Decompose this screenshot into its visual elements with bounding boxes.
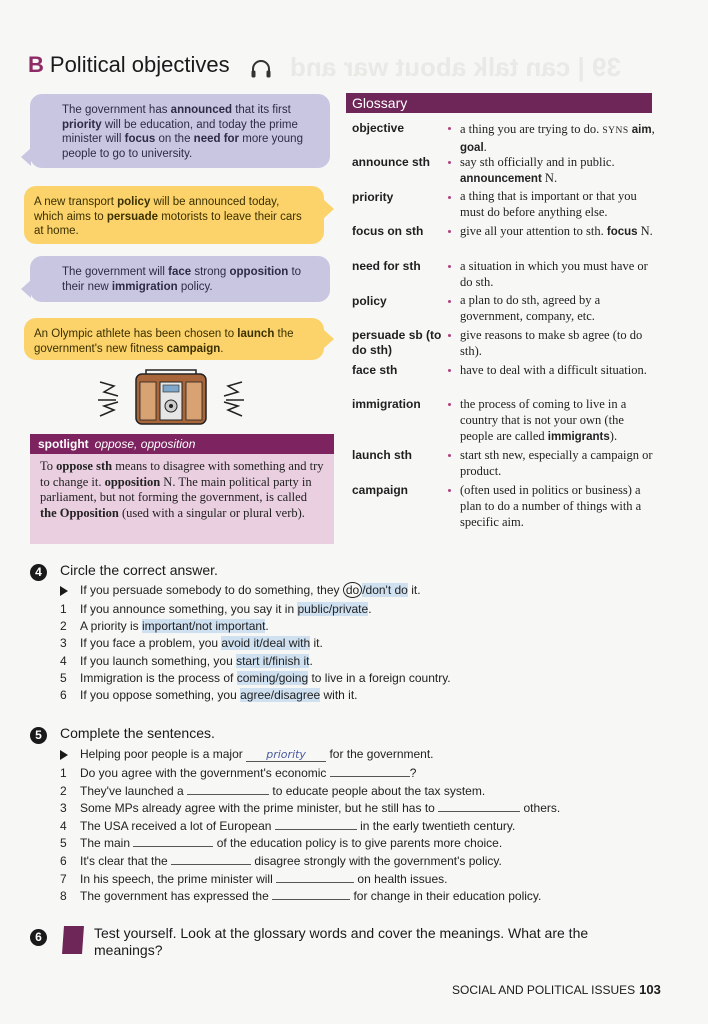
section-letter: B — [28, 52, 44, 77]
example-blank — [246, 747, 326, 762]
item-number: 7 — [60, 871, 67, 886]
text-run: give all your attention to sth. — [460, 224, 607, 238]
item-number: 1 — [60, 602, 67, 616]
section-title — [28, 52, 230, 78]
item-text: disagree strongly with the government's policy. — [251, 854, 502, 868]
item-text: . — [368, 602, 372, 616]
glossary-term: priority — [352, 190, 394, 204]
item-number: 4 — [60, 818, 67, 833]
spotlight-text — [30, 454, 334, 526]
bullet-dot — [448, 265, 451, 268]
exercise-4-item — [60, 619, 269, 633]
glossary-definition — [460, 188, 656, 220]
exercise-4-example — [60, 583, 421, 597]
item-text: in the early twentieth century. — [356, 818, 516, 833]
exercise-4-item — [60, 636, 323, 650]
glossary-definition — [460, 447, 656, 479]
exercise-4-item — [60, 602, 372, 616]
exercise-6-text: Test yourself. Look at the glossary words and cover the meanings. What are the meanings? — [94, 925, 589, 958]
text-run: N. — [637, 224, 653, 238]
bold-term: need for — [193, 133, 240, 145]
text-run: give reasons to make sb agree (to do sth). — [460, 328, 643, 358]
example-text: If you persuade somebody to do something, they — [80, 583, 343, 597]
item-number: 3 — [60, 636, 67, 651]
bold-term: face — [168, 266, 192, 278]
bullet-dot — [448, 454, 451, 457]
bold-term: immigrants — [547, 431, 610, 443]
bold-term: announcement — [460, 173, 542, 185]
exercise-5-item — [60, 819, 515, 833]
glossary-definition — [460, 121, 656, 156]
text-run: strong — [191, 266, 230, 278]
bold-term: focus — [124, 133, 156, 145]
bullet-dot — [448, 403, 451, 406]
answer-blank[interactable] — [133, 836, 213, 847]
bold-term: priority — [62, 118, 102, 131]
item-text: to educate people about the tax system. — [269, 783, 486, 798]
glossary-definition — [460, 482, 656, 530]
spotlight-header — [30, 434, 334, 454]
bold-term: opposition — [229, 266, 289, 278]
bubble-tail — [21, 148, 31, 166]
bubble-tail — [324, 330, 334, 348]
glossary-header: Glossary — [346, 93, 652, 113]
bold-term: persuade — [106, 210, 158, 223]
glossary-definition — [460, 396, 656, 445]
exercise-5-item — [60, 889, 541, 903]
spotlight-box — [30, 434, 334, 544]
glossary-definition — [460, 362, 656, 378]
exercise-5-item — [60, 801, 560, 815]
item-text: Some MPs already agree with the prime minister, but he still has to — [80, 801, 439, 816]
exercise-4-title: Circle the correct answer. — [60, 562, 218, 578]
headphones-icon[interactable] — [250, 58, 272, 80]
answer-options[interactable]: public/private — [297, 602, 369, 616]
exercise-5-item — [60, 872, 447, 886]
item-text: The main — [80, 836, 134, 851]
bubble-tail — [21, 280, 31, 298]
exercise-6-number: 6 — [30, 929, 47, 946]
exercise-4-item — [60, 654, 313, 668]
glossary-definition — [460, 154, 656, 187]
text-run: (often used in politics or business) a plan to do a number of things with a specific aim. — [460, 483, 642, 529]
item-number: 3 — [60, 801, 67, 816]
item-text: others. — [520, 801, 561, 816]
item-text: If you launch something, you — [80, 653, 237, 668]
text-run: An Olympic athlete has been chosen to — [34, 328, 238, 340]
item-text: with it. — [320, 688, 358, 702]
notebook-icon — [62, 926, 84, 954]
exercise-5-item — [60, 766, 416, 780]
text-run: means to disagree with something and try to change it. — [40, 459, 324, 489]
exercise-5-item — [60, 784, 485, 798]
text-run: that its first — [232, 104, 291, 116]
text-run: The government has — [62, 104, 171, 116]
item-text: If you announce something, you say it in — [80, 602, 298, 616]
item-text: If you oppose something, you — [80, 688, 241, 702]
text-run: to their new — [62, 266, 302, 293]
spotlight-label: spotlight — [38, 437, 89, 451]
item-number: 2 — [60, 619, 67, 634]
example-arrow-icon — [60, 586, 68, 596]
answer-blank[interactable] — [272, 889, 350, 900]
exercise-5-item — [60, 854, 502, 868]
text-run: a thing that is important or that you must do before anything else. — [460, 189, 637, 219]
answer-options[interactable]: important/not important — [142, 619, 266, 634]
text-run: have to deal with a difficult situation. — [460, 363, 647, 377]
answer-options[interactable]: coming/going — [236, 670, 309, 685]
answer-options[interactable]: start it/finish it — [236, 653, 310, 668]
spotlight-topic: oppose, opposition — [94, 437, 196, 451]
exercise-5-title: Complete the sentences. — [60, 725, 215, 741]
item-text: for change in their education policy. — [350, 889, 542, 904]
handwritten-answer: priority — [266, 748, 306, 761]
example-arrow-icon — [60, 750, 68, 760]
speech-bubble-2 — [24, 186, 324, 244]
section-title-text: Political objectives — [49, 52, 230, 77]
item-number: 4 — [60, 653, 67, 668]
exercise-5-number: 5 — [30, 727, 47, 744]
text-run: more young people to go to university. — [62, 133, 303, 160]
text-run: a situation in which you must have or do sth. — [460, 259, 648, 289]
answer-blank[interactable] — [275, 819, 357, 830]
text-run: N. The main political party in parliament, but not forming the government, is called — [40, 474, 312, 504]
item-text: Do you agree with the government's economic — [80, 766, 330, 780]
bullet-dot — [448, 300, 451, 303]
item-text: They've launched a — [80, 783, 188, 798]
text-run: A new transport — [34, 196, 118, 208]
text-run: N. — [541, 171, 558, 185]
item-text: of the education policy is to give parents more choice. — [213, 836, 503, 851]
speech-bubble-1 — [30, 94, 330, 168]
text-run: start sth new, especially a campaign or product. — [460, 448, 653, 478]
text-run: To — [40, 459, 57, 473]
answer-blank[interactable] — [276, 872, 354, 883]
answer-options[interactable]: avoid it/deal with — [221, 636, 311, 651]
bold-term: focus — [606, 226, 638, 238]
text-run: the government's new fitness — [34, 328, 294, 355]
item-text: . — [309, 653, 313, 668]
example-end: for the government. — [326, 747, 434, 761]
text-run: on the — [155, 133, 194, 145]
item-text: It's clear that the — [80, 854, 172, 868]
speech-bubble-3 — [30, 256, 330, 302]
bold-term: oppose sth — [56, 459, 113, 473]
item-text: The USA received a lot of European — [80, 818, 275, 833]
answer-blank[interactable] — [438, 801, 520, 812]
glossary-term: need for sth — [352, 259, 421, 273]
speech-bubble-4 — [24, 318, 324, 360]
item-number: 1 — [60, 766, 67, 780]
exercise-4-item — [60, 688, 358, 702]
exercise-5-example — [60, 747, 434, 762]
bold-term: policy — [117, 196, 151, 208]
example-text: Helping poor people is a major — [80, 747, 247, 761]
bullet-dot — [448, 489, 451, 492]
answer-blank[interactable] — [187, 784, 269, 795]
exercise-4-item — [60, 671, 451, 685]
bold-term: opposition — [104, 474, 161, 489]
text-run: (used with a singular or plural verb). — [118, 505, 305, 520]
circled-answer: do — [343, 582, 362, 598]
item-number: 6 — [60, 854, 67, 868]
glossary-term: launch sth — [352, 448, 413, 462]
item-number: 2 — [60, 783, 67, 798]
text-run: the process of coming to live in a country that is not your own (the people are called — [460, 397, 627, 443]
bold-term: the Opposition — [40, 505, 119, 520]
text-run: motorists to leave their cars at home. — [34, 210, 302, 237]
item-text: on health issues. — [354, 871, 448, 886]
exercise-4-number: 4 — [30, 564, 47, 581]
item-number: 6 — [60, 688, 67, 702]
answer-blank[interactable] — [171, 854, 251, 865]
item-text: Immigration is the process of — [80, 670, 237, 685]
bold-term: launch — [237, 328, 275, 340]
item-number: 5 — [60, 836, 67, 851]
answer-blank[interactable] — [330, 766, 410, 777]
bullet-dot — [448, 161, 451, 164]
page-footer — [452, 982, 661, 997]
bubble-tail — [324, 200, 334, 218]
item-number: 5 — [60, 670, 67, 685]
item-text: In his speech, the prime minister will — [80, 871, 277, 886]
bullet-dot — [448, 127, 451, 130]
text-run: will be education, and today the prime minister will — [62, 118, 298, 145]
mirrored-heading-watermark: 39 | can talk about war and — [290, 52, 621, 82]
text-run: policy. — [177, 280, 213, 293]
glossary-term: objective — [352, 121, 405, 135]
item-text: The government has expressed the — [80, 889, 273, 904]
item-text: ? — [409, 766, 417, 780]
example-end: it. — [407, 583, 421, 597]
glossary-definition — [460, 223, 656, 240]
text-run: . — [220, 342, 224, 355]
text-run: a thing you are trying to do. — [460, 122, 603, 136]
glossary-definition — [460, 327, 656, 359]
radio-icon — [96, 368, 246, 430]
bold-term: immigration — [111, 280, 178, 293]
text-run: The government will — [62, 266, 169, 278]
glossary-term: persuade sb (to do sth) — [352, 328, 442, 357]
item-text: to live in a foreign country. — [308, 670, 451, 685]
text-run: a plan to do sth, agreed by a government, company, etc. — [460, 293, 601, 323]
text-run: . — [483, 140, 487, 154]
bold-term: aim — [631, 124, 652, 136]
item-text: A priority is — [80, 619, 143, 634]
bullet-dot — [448, 369, 451, 372]
text-run: SYNS — [602, 126, 629, 136]
text-run: , — [651, 122, 655, 136]
exercise-5-item — [60, 836, 502, 850]
bold-term: announced — [170, 104, 233, 116]
bullet-dot — [448, 334, 451, 337]
bullet-dot — [448, 196, 451, 199]
footer-label: SOCIAL AND POLITICAL ISSUES — [452, 983, 636, 997]
item-text: If you face a problem, you — [80, 636, 222, 651]
glossary-term: announce sth — [352, 155, 431, 169]
text-run: ). — [609, 429, 618, 443]
glossary-term: face sth — [352, 363, 398, 377]
text-run: say sth officially and in public. — [460, 155, 615, 169]
text-run: will be announced today, which aims to — [34, 196, 280, 223]
item-number: 8 — [60, 889, 67, 904]
glossary-definition — [460, 258, 656, 290]
bullet-dot — [448, 230, 451, 233]
item-text: it. — [310, 636, 323, 651]
answer-options[interactable]: agree/disagree — [240, 688, 321, 702]
bold-term: goal — [460, 142, 484, 154]
example-option: /don't do — [362, 583, 408, 597]
page-number: 103 — [639, 982, 661, 997]
bold-term: campaign — [166, 342, 221, 355]
glossary-term: policy — [352, 294, 387, 308]
glossary-term: campaign — [352, 483, 409, 497]
glossary-definition — [460, 292, 656, 324]
item-text: . — [265, 619, 269, 634]
glossary-term: immigration — [352, 397, 421, 411]
glossary-term: focus on sth — [352, 224, 424, 238]
